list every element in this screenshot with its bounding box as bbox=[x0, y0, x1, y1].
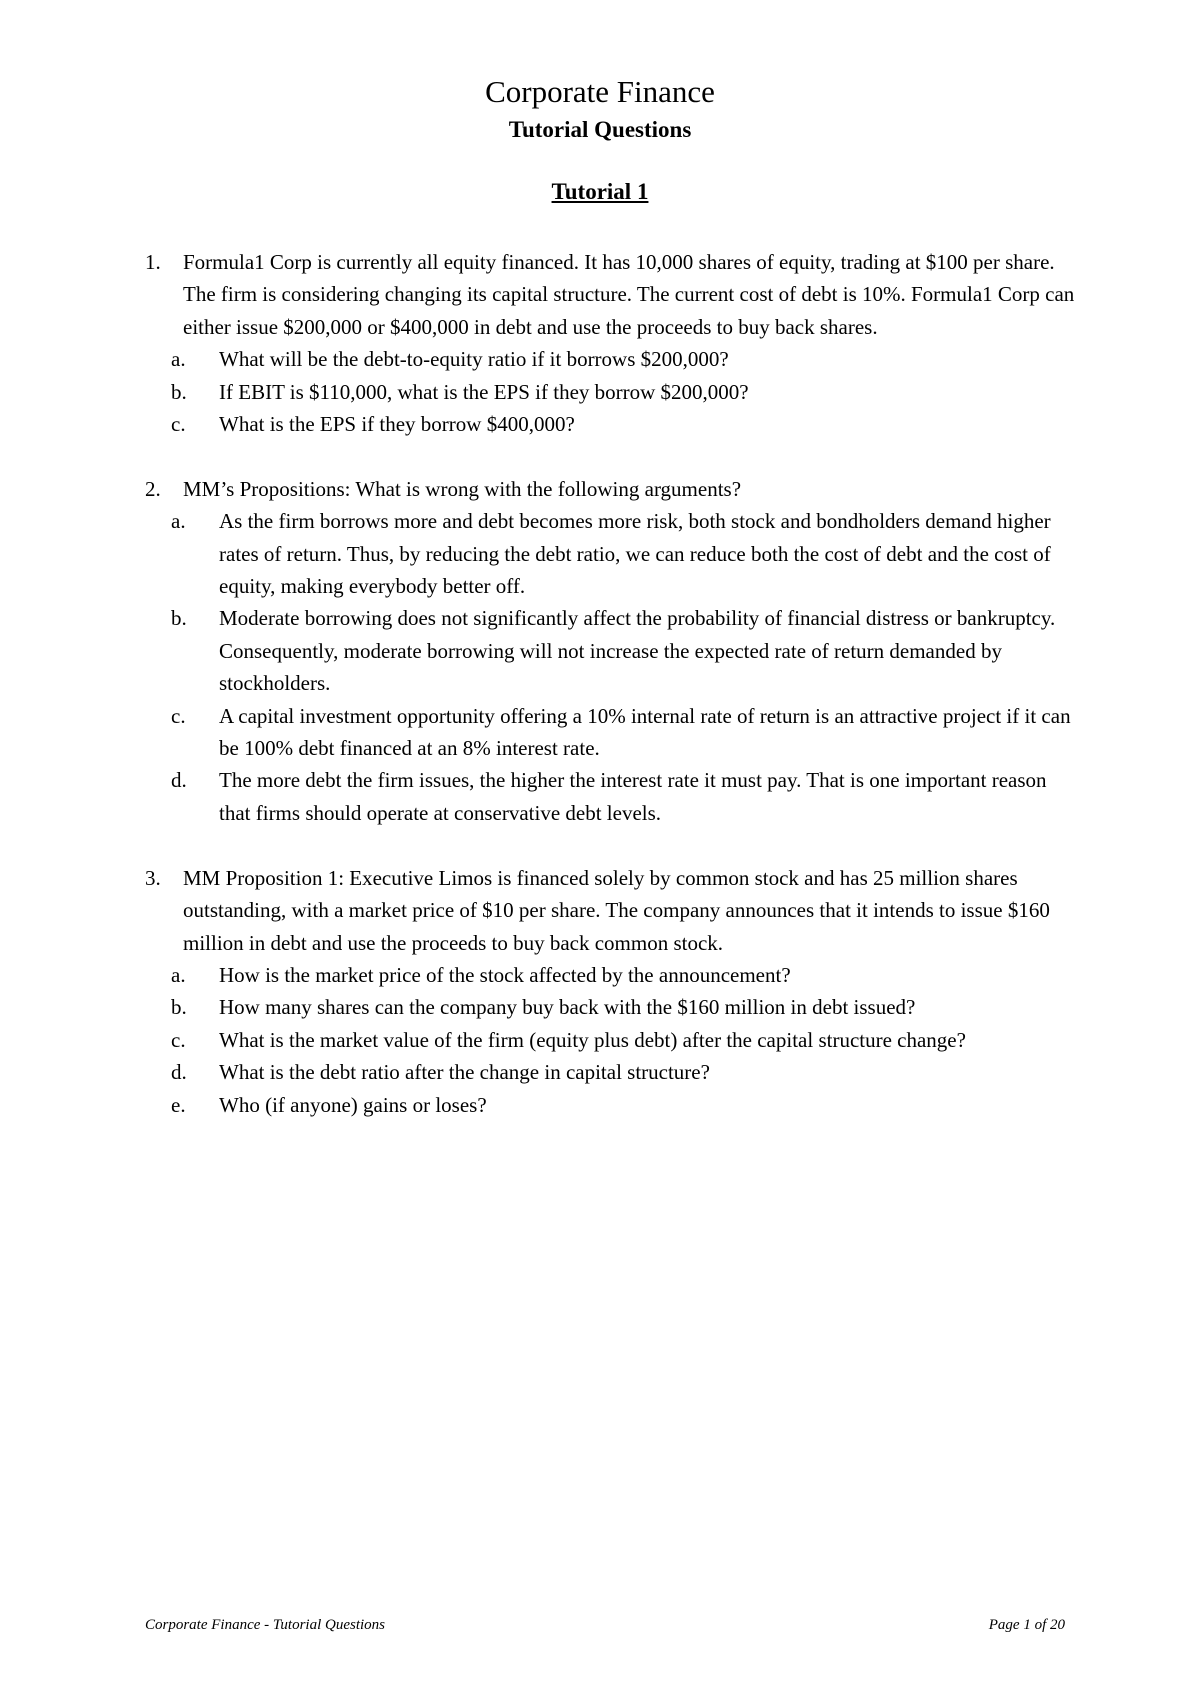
sub-question bbox=[145, 764, 1075, 829]
sub-question-letter: a. bbox=[171, 962, 186, 987]
sub-question bbox=[145, 1056, 1075, 1088]
sub-question bbox=[145, 991, 1075, 1023]
question-number: 1. bbox=[145, 250, 161, 274]
sub-question bbox=[145, 343, 1075, 375]
sub-question-list bbox=[145, 343, 1075, 440]
sub-question-text: Moderate borrowing does not significantly affect the probability of financial distress or bankruptcy. Consequently, moderate borrowing will not increase the expected rate of return demanded by stockholders. bbox=[219, 606, 1056, 696]
sub-question-text: If EBIT is $110,000, what is the EPS if they borrow $200,000? bbox=[219, 379, 749, 404]
question-text: MM Proposition 1: Executive Limos is financed solely by common stock and has 25 million shares outstanding, with a market price of $10 per share. The company announces that it intends to issue $160 million in debt and use the proceeds to buy back common stock. bbox=[183, 865, 1050, 955]
question-number: 2. bbox=[145, 476, 161, 501]
question-list bbox=[145, 246, 1075, 1121]
sub-question bbox=[145, 959, 1075, 991]
sub-question bbox=[145, 408, 1075, 440]
question-text: Formula1 Corp is currently all equity financed. It has 10,000 shares of equity, trading at $100 per share. The firm is considering changing its capital structure. The current cost of debt is 10%. Formula1 Corp can either issue $200,000 or $400,000 in debt and use the proceeds to buy back shares. bbox=[183, 250, 1075, 339]
sub-question-text: How many shares can the company buy back with the $160 million in debt issued? bbox=[219, 995, 916, 1020]
sub-question-text: What will be the debt-to-equity ratio if it borrows $200,000? bbox=[219, 347, 729, 372]
sub-question-letter: e. bbox=[171, 1092, 186, 1117]
tutorial-heading: Tutorial 1 bbox=[551, 179, 649, 204]
document-title: Corporate Finance bbox=[485, 74, 715, 109]
sub-question-text: How is the market price of the stock affected by the announcement? bbox=[219, 962, 791, 987]
sub-question-text: What is the market value of the firm (equity plus debt) after the capital structure change? bbox=[219, 1027, 966, 1052]
question-item bbox=[145, 246, 1075, 343]
question-number: 3. bbox=[145, 865, 161, 890]
sub-question-letter: a. bbox=[171, 509, 186, 534]
spacer bbox=[145, 829, 1075, 861]
document-subtitle: Tutorial Questions bbox=[508, 117, 692, 142]
sub-question-letter: b. bbox=[171, 379, 187, 404]
sub-question-list bbox=[145, 959, 1075, 1121]
sub-question-text: A capital investment opportunity offering a 10% internal rate of return is an attractive project if it can be 100% debt financed at an 8% interest rate. bbox=[219, 703, 1071, 761]
sub-question-text: What is the debt ratio after the change in capital structure? bbox=[219, 1060, 710, 1085]
sub-question-letter: c. bbox=[171, 412, 186, 437]
sub-question-text: What is the EPS if they borrow $400,000? bbox=[219, 412, 575, 437]
question-text: MM’s Propositions: What is wrong with the following arguments? bbox=[183, 476, 742, 501]
sub-question bbox=[145, 505, 1075, 602]
sub-question-text: Who (if anyone) gains or loses? bbox=[219, 1092, 487, 1117]
sub-question bbox=[145, 1024, 1075, 1056]
sub-question bbox=[145, 376, 1075, 408]
footer-document-title: Corporate Finance - Tutorial Questions bbox=[145, 1617, 385, 1633]
sub-question-list bbox=[145, 505, 1075, 829]
question-item bbox=[145, 862, 1075, 959]
sub-question-letter: d. bbox=[171, 768, 187, 793]
sub-question-text: As the firm borrows more and debt becomes more risk, both stock and bondholders demand higher rates of return. Thus, by reducing the debt ratio, we can reduce both the cost of debt and the cost of equity, making everybody better off. bbox=[219, 509, 1051, 599]
footer-page-number: Page 1 of 20 bbox=[988, 1617, 1065, 1633]
sub-question-letter: b. bbox=[171, 606, 187, 631]
sub-question bbox=[145, 700, 1075, 765]
sub-question-letter: a. bbox=[171, 347, 186, 372]
sub-question-text: The more debt the firm issues, the higher the interest rate it must pay. That is one important reason that firms should operate at conservative debt levels. bbox=[219, 768, 1047, 825]
sub-question-letter: b. bbox=[171, 995, 187, 1020]
spacer bbox=[145, 440, 1075, 472]
sub-question bbox=[145, 1089, 1075, 1121]
sub-question-letter: c. bbox=[171, 703, 186, 728]
sub-question-letter: c. bbox=[171, 1027, 186, 1052]
question-item bbox=[145, 473, 1075, 505]
sub-question-letter: d. bbox=[171, 1060, 187, 1085]
sub-question bbox=[145, 602, 1075, 699]
